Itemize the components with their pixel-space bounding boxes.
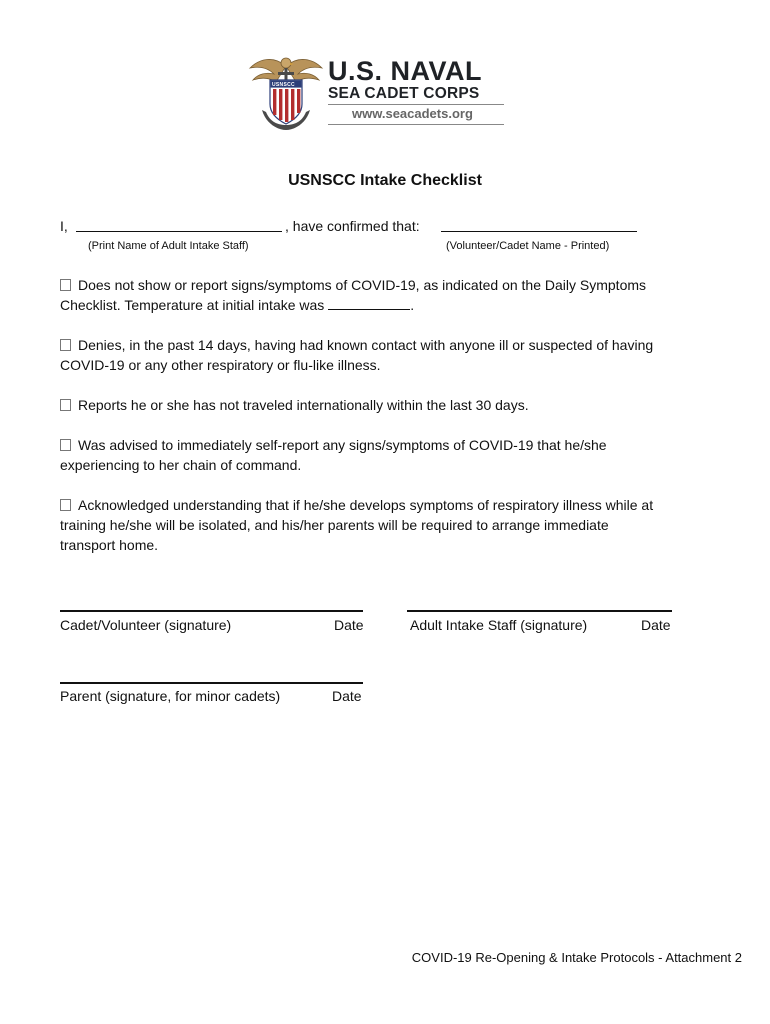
checklist-item-isolation: Acknowledged understanding that if he/she develops symptoms of respiratory illness while at training he/she will be isolated, and his/her parents will be required to arrange immediate transport home. — [60, 497, 654, 553]
checkbox[interactable] — [60, 279, 71, 291]
caption-cadet-name: (Volunteer/Cadet Name - Printed) — [446, 240, 610, 252]
cadet-signature-line[interactable] — [60, 610, 363, 612]
cadet-name-field[interactable] — [441, 231, 637, 232]
parent-signature-line[interactable] — [60, 682, 363, 684]
page-title: USNSCC Intake Checklist — [288, 172, 482, 189]
staff-signature-line[interactable] — [407, 610, 672, 612]
parent-date-label: Date — [332, 688, 362, 704]
checklist-item-contact: Denies, in the past 14 days, having had known contact with anyone ill or suspected of having COVID-19 or any other respiratory or flu-like illness. — [60, 337, 654, 373]
logo-rule-bottom — [328, 124, 504, 125]
checklist-item-self-report: Was advised to immediately self-report any signs/symptoms of COVID-19 that he/she experiencing to her chain of command. — [60, 437, 607, 473]
staff-name-field[interactable] — [76, 231, 282, 232]
usnscc-logo — [248, 52, 510, 132]
checkbox[interactable] — [60, 339, 71, 351]
staff-date-label: Date — [641, 617, 671, 633]
logo-line-1: U.S. NAVAL — [328, 56, 483, 86]
confirm-middle: , have confirmed that: — [285, 218, 420, 234]
eagle-anchor-emblem-icon — [248, 52, 324, 132]
logo-url: www.seacadets.org — [352, 106, 473, 121]
checklist-item-travel: Reports he or she has not traveled internationally within the last 30 days. — [60, 395, 700, 415]
logo-rule-top — [328, 104, 504, 105]
temperature-field[interactable] — [328, 295, 410, 310]
caption-staff-name: (Print Name of Adult Intake Staff) — [88, 240, 249, 252]
checkbox[interactable] — [60, 399, 71, 411]
emblem-text: USNSCC — [272, 82, 295, 88]
checklist-item-symptoms: Does not show or report signs/symptoms of COVID-19, as indicated on the Daily Symptoms Checklist. Temperature at initial intake was . — [60, 277, 647, 313]
logo-line-2: SEA CADET CORPS — [328, 85, 480, 102]
cadet-date-label: Date — [334, 617, 364, 633]
parent-signature-label: Parent (signature, for minor cadets) — [60, 688, 281, 704]
checkbox[interactable] — [60, 439, 71, 451]
checkbox[interactable] — [60, 499, 71, 511]
cadet-signature-label: Cadet/Volunteer (signature) — [60, 617, 232, 633]
page-footer: COVID-19 Re-Opening & Intake Protocols - Attachment 2 — [411, 950, 742, 965]
staff-signature-label: Adult Intake Staff (signature) — [410, 617, 588, 633]
confirm-prefix: I, — [60, 218, 68, 234]
